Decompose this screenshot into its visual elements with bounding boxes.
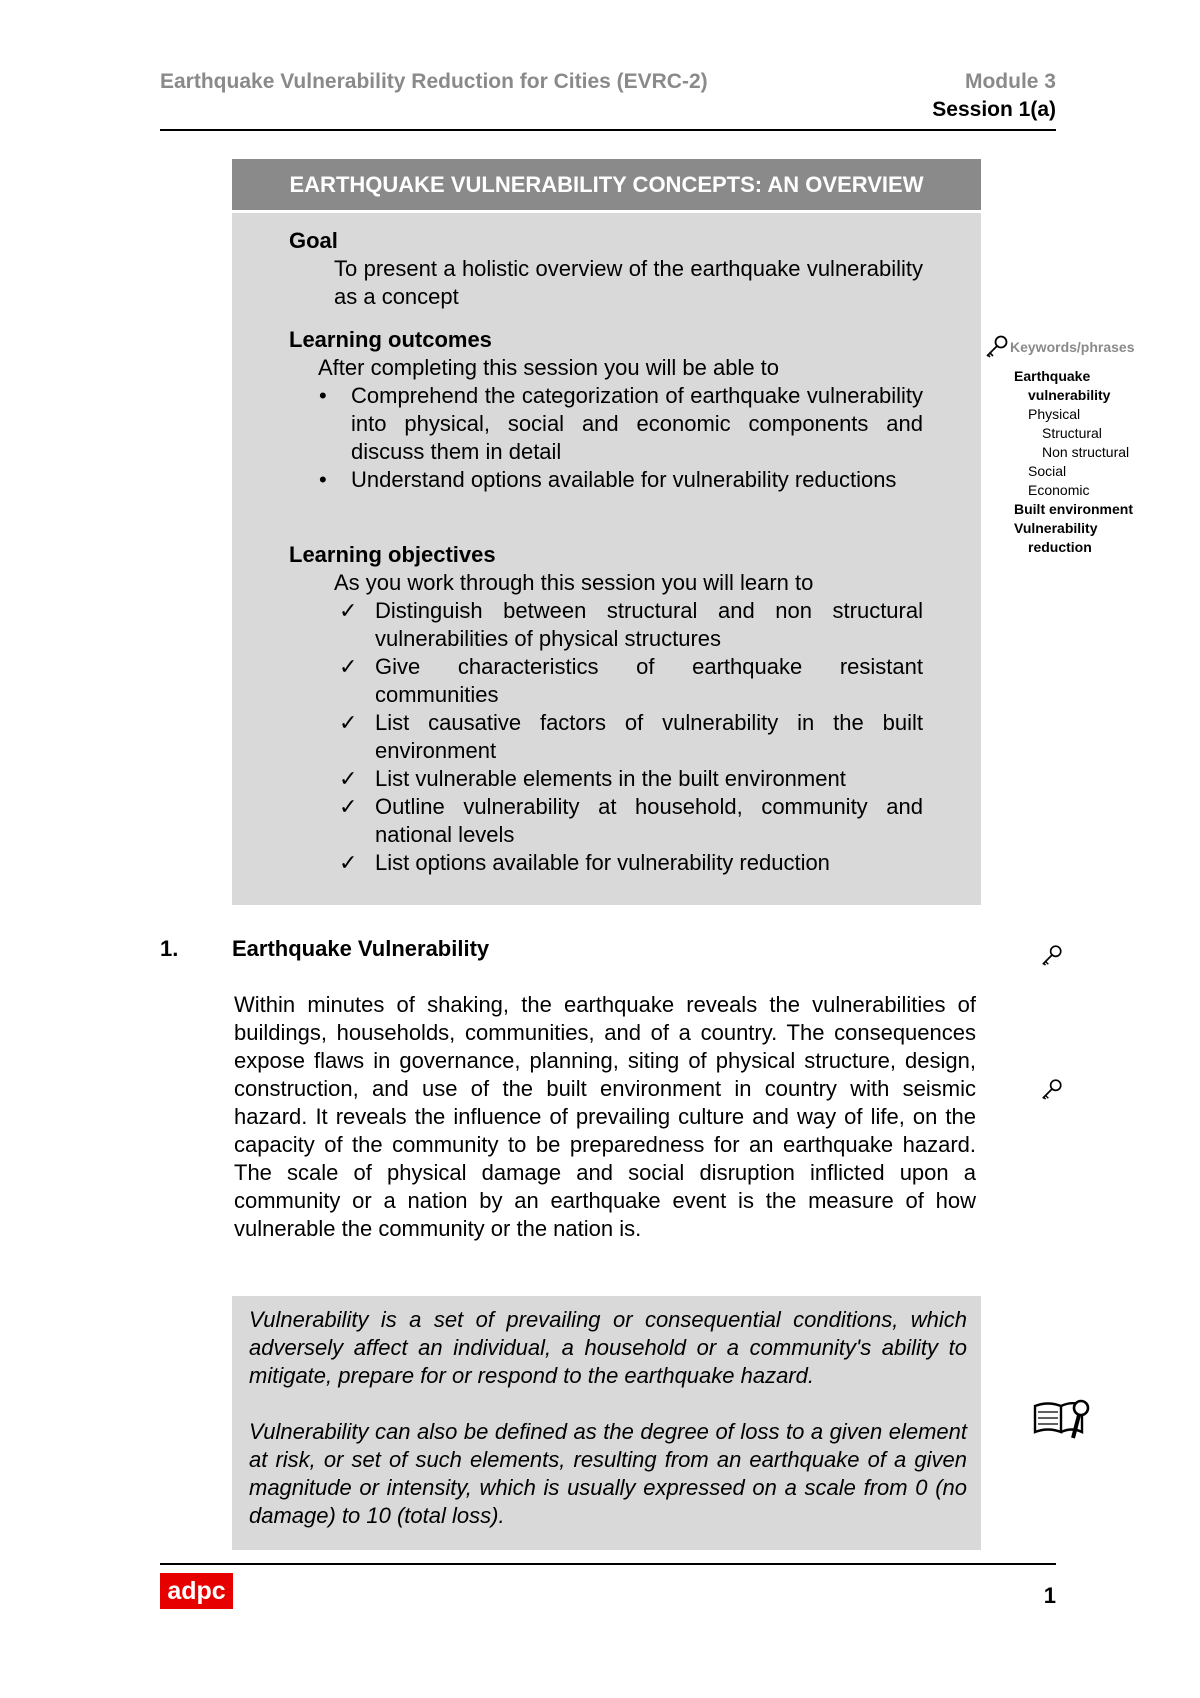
keyword: Built environment (1014, 501, 1134, 517)
objective-item (339, 653, 923, 709)
keyword: Social (1028, 463, 1067, 479)
overview-box (232, 213, 981, 905)
objective-text: Distinguish between structural and non structural vulnerabilities of physical structures (375, 598, 923, 651)
objective-item (339, 849, 923, 877)
objective-text: Give characteristics of earthquake resistant communities (375, 654, 923, 707)
objective-item (339, 793, 923, 849)
keyword: vulnerability (1028, 387, 1111, 403)
checkmark-icon: ✓ (339, 850, 358, 875)
book-magnifier-icon (1032, 1396, 1094, 1440)
goal-text: To present a holistic overview of the earthquake vulnerability as a concept (334, 256, 923, 309)
checkmark-icon: ✓ (339, 654, 358, 679)
objectives-list (339, 597, 923, 877)
body-paragraph: Within minutes of shaking, the earthquake reveals the vulnerabilities of buildings, households, communities, and of a country. The consequences expose flaws in governance, planning, siting of physical structure, design, construction, and use of the built environment in country with seismic hazard. It reveals the influence of prevailing culture and way of life, on the capacity of the community to be preparedness for an earthquake hazard. The scale of physical damage and social disruption inflicted upon a community or a nation by an earthquake event is the measure of how vulnerable the community or the nation is. (234, 992, 976, 1241)
outcome-item (319, 382, 923, 466)
overview-title: EARTHQUAKE VULNERABILITY CONCEPTS: AN OVERVIEW (232, 159, 981, 210)
objective-item (339, 709, 923, 765)
outcome-text: Understand options available for vulnerability reductions (351, 467, 897, 492)
keyword: Structural (1042, 425, 1102, 441)
page-number: 1 (1043, 1583, 1056, 1608)
key-icon (1040, 1077, 1064, 1101)
objective-text: Outline vulnerability at household, community and national levels (375, 794, 923, 847)
module-label: Module 3 (964, 70, 1056, 93)
keyword: reduction (1028, 539, 1092, 555)
checkmark-icon: ✓ (339, 766, 358, 791)
key-icon (1040, 943, 1064, 967)
objectives-intro: As you work through this session you will learn to (334, 570, 814, 595)
section-title: Earthquake Vulnerability (232, 936, 490, 961)
keywords-title: Keywords/phrases (1010, 339, 1135, 355)
keyword: Vulnerability (1014, 520, 1098, 536)
course-title: Earthquake Vulnerability Reduction for Cities (EVRC-2) (160, 70, 708, 93)
footer-rule (160, 1563, 1056, 1565)
bullet-icon: • (319, 383, 327, 408)
outcomes-list (319, 382, 923, 494)
objective-text: List options available for vulnerability reduction (375, 850, 830, 875)
outcome-item (319, 466, 923, 494)
checkmark-icon: ✓ (339, 710, 358, 735)
keyword: Economic (1028, 482, 1090, 498)
objective-text: List vulnerable elements in the built environment (375, 766, 846, 791)
keyword: Non structural (1042, 444, 1130, 460)
definition-box (232, 1296, 981, 1550)
checkmark-icon: ✓ (339, 598, 358, 623)
outcome-text: Comprehend the categorization of earthquake vulnerability into physical, social and economic components and discuss them in detail (351, 383, 923, 464)
definition-text: Vulnerability can also be defined as the degree of loss to a given element at risk, or set of such elements, resulting from an earthquake of a given magnitude or intensity, which is usually expressed on a scale from 0 (no damage) to 10 (total loss). (249, 1419, 967, 1528)
goal-heading: Goal (289, 228, 338, 253)
bullet-icon: • (319, 467, 327, 492)
keyword: Earthquake (1014, 368, 1091, 384)
outcomes-heading: Learning outcomes (289, 327, 492, 352)
objective-text: List causative factors of vulnerability in the built environment (375, 710, 923, 763)
objective-item (339, 597, 923, 653)
session-label: Session 1(a) (932, 98, 1056, 121)
adpc-logo: adpc (160, 1573, 233, 1609)
header-rule (160, 129, 1056, 131)
objective-item (339, 765, 923, 793)
section-number: 1. (160, 936, 179, 961)
keywords-panel (986, 338, 1135, 557)
objectives-heading: Learning objectives (289, 542, 496, 567)
keyword: Physical (1028, 406, 1081, 422)
checkmark-icon: ✓ (339, 794, 358, 819)
outcomes-intro: After completing this session you will be able to (318, 355, 780, 380)
definition-text: Vulnerability is a set of prevailing or consequential conditions, which adversely affect an individual, a household or a community's ability to mitigate, prepare for or respond to the earthquake hazard. (249, 1307, 967, 1388)
